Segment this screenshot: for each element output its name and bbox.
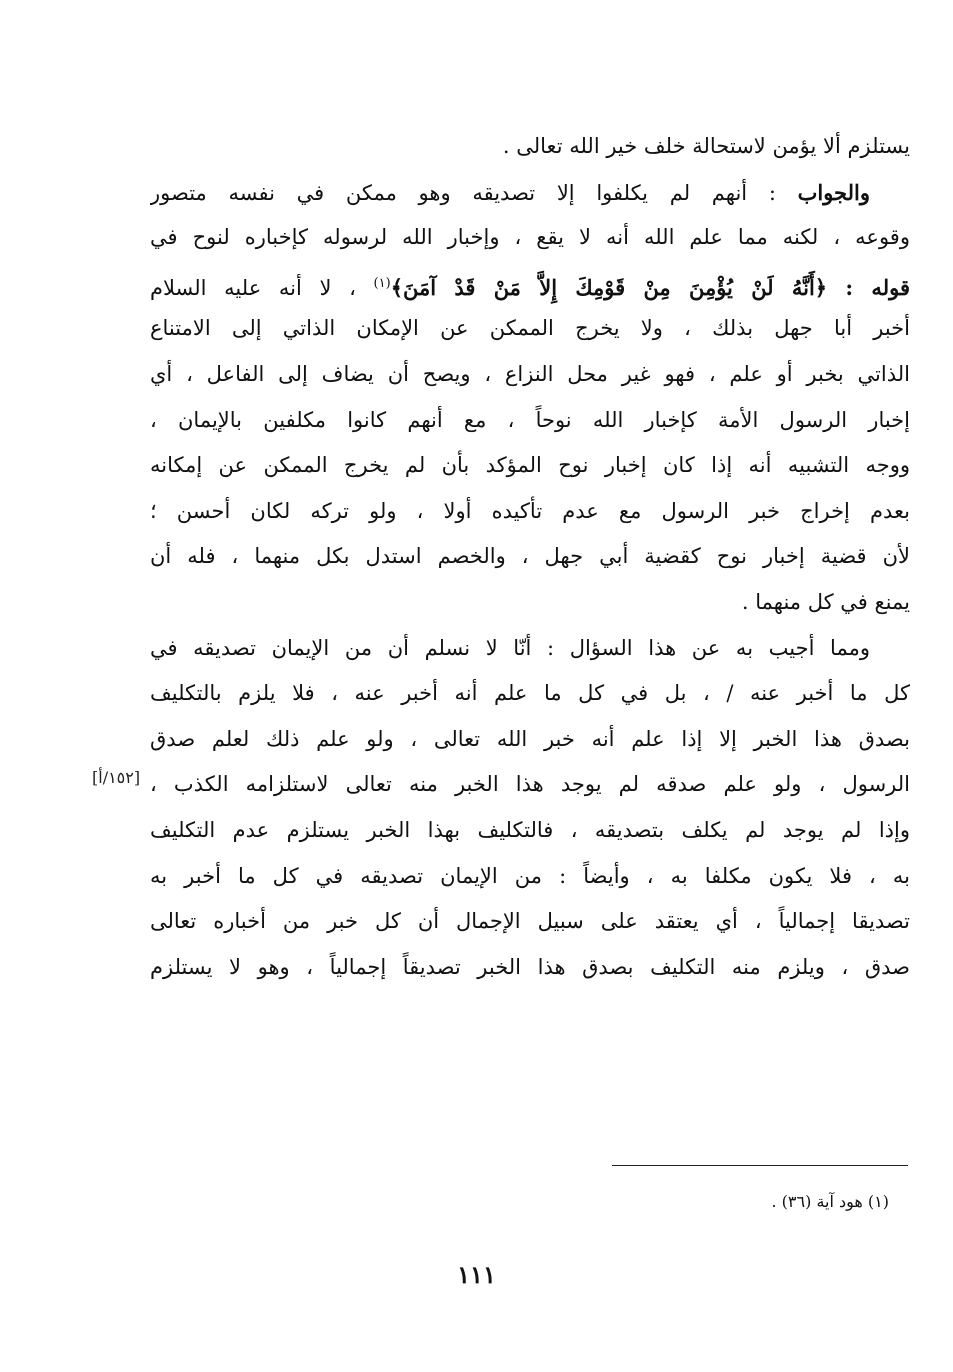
text-line: تصديقا إجمالياً ، أي يعتقد على سبيل الإجمال أن كل خبر من أخباره تعالى [150,909,910,934]
text-line: بصدق هذا الخبر إلا إذا علم أنه خبر الله تعالى ، ولو علم ذلك لعلم صدق [150,726,910,751]
text-line [150,170,910,216]
text-line: لأن قضية إخبار نوح كقضية أبي جهل ، والخصم استدل بكل منهما ، فله أن [150,544,910,569]
footnote-separator [612,1165,908,1166]
text-line: كل ما أخبر عنه / ، بل في كل ما علم أنه أخبر عنه ، فلا يلزم بالتكليف [150,681,910,706]
text-line: وقوعه ، لكنه مما علم الله أنه لا يقع ، وإخبار الله لرسوله كإخباره لنوح في [150,225,910,250]
text-line-tail: ، لا أنه عليه السلام [150,275,356,300]
footnote: (١) هود آية (٣٦) . [771,1192,889,1211]
text-line: ومما أجيب به عن هذا السؤال : أنّا لا نسلم أن من الإيمان تصديقه في [150,635,870,660]
text-line: بعدم إخراج خبر الرسول مع عدم تأكيده أولا ، ولو تركه لكان أحسن ؛ [150,498,910,523]
text-line-rest: : أنهم لم يكلفوا إلا تصديقه وهو ممكن في نفسه متصور [150,180,798,205]
text-line: الذاتي بخبر أو علم ، فهو غير محل النزاع ، ويصح أن يضاف إلى الفاعل ، أي [150,361,910,386]
text-line [150,261,910,307]
text-line: أخبر أبا جهل بذلك ، ولا يخرج الممكن عن الإمكان الذاتي إلى الامتناع [150,316,910,341]
text-line: يستلزم ألا يؤمن لاستحالة خلف خير الله تعالى . [502,134,910,158]
footnote-ref: (١) [373,275,391,291]
quran-verse: قوله : ﴿أَنَّهُ لَنْ يُؤْمِنَ مِنْ قَوْمِكَ إِلاَّ مَنْ قَدْ آمَنَ﴾ [390,274,910,300]
text-line: صدق ، ويلزم منه التكليف بصدق هذا الخبر تصديقاً إجمالياً ، وهو لا يستلزم [150,954,910,979]
text-line: وإذا لم يوجد لم يكلف بتصديقه ، فالتكليف بهذا الخبر يستلزم عدم التكليف [150,817,910,842]
margin-folio-note: [١٥٢/أ] [92,768,141,787]
page-number: ١١١ [457,1260,496,1289]
body-text [150,124,910,990]
text-line: الرسول ، ولو علم صدقه لم يوجد هذا الخبر منه تعالى لاستلزامه الكذب ، [150,772,910,797]
text-line: به ، فلا يكون مكلفا به ، وأيضاً : من الإيمان تصديقه في كل ما أخبر به [150,863,910,888]
text-line: إخبار الرسول الأمة كإخبار الله نوحاً ، مع أنهم كانوا مكلفين بالإيمان ، [150,407,910,432]
text-line: ووجه التشبيه أنه إذا كان إخبار نوح المؤكد بأن لم يخرج الممكن عن إمكانه [150,453,910,478]
answer-heading: والجواب [797,179,870,205]
text-line: يمنع في كل منهما . [741,589,910,614]
